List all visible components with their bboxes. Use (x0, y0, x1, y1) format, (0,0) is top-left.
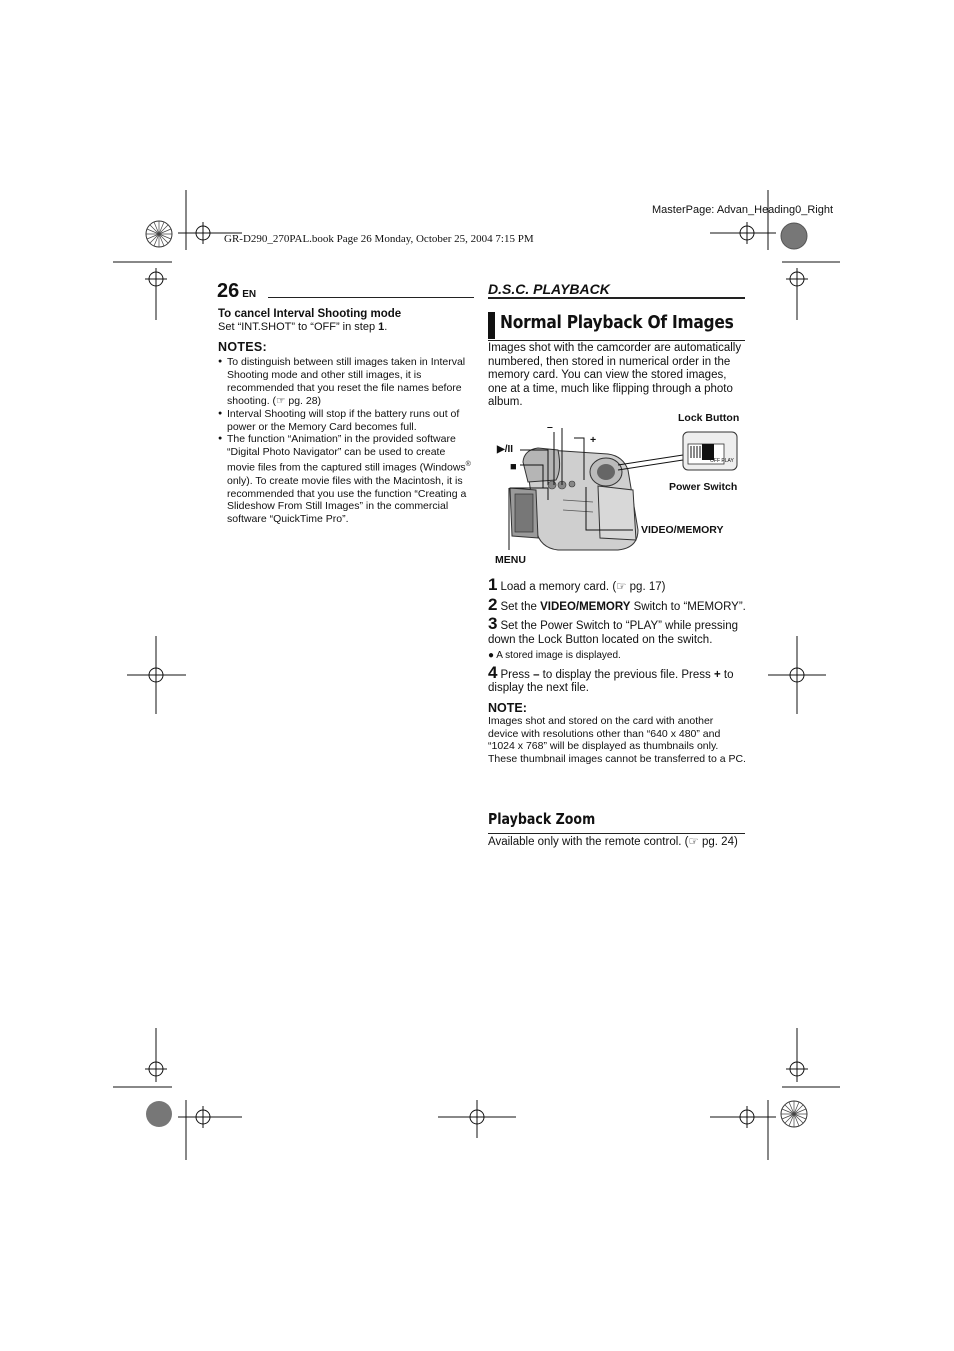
note3-part-a: The function “Animation” in the provided software “Digital Photo Navigator” can be used to create movie files from the captured still images (Windows (227, 433, 466, 474)
step-text: Load a memory card. (☞ pg. 17) (500, 581, 666, 593)
note-body: Images shot and stored on the card with another device with resolutions other than “640 x 480” and “1024 x 768” will be displayed as thumbnails only. These thumbnail images cannot be transferred to a PC. (488, 715, 746, 765)
camcorder-illustration (510, 448, 638, 550)
note-heading: NOTE: (488, 700, 527, 715)
play-pause-icon: ▶/II (497, 444, 514, 455)
cancel-end: . (384, 321, 388, 333)
notes-heading: NOTES: (218, 340, 268, 354)
step-text-pre: Set the (500, 600, 541, 613)
switch-label: OFF PLAY (710, 458, 734, 464)
minus-label: – (547, 421, 553, 433)
playback-zoom-body: Available only with the remote control. (☞ pg. 24) (488, 836, 738, 848)
plus-symbol: + (713, 668, 721, 681)
book-info: GR-D290_270PAL.book Page 26 Monday, October 25, 2004 7:15 PM (224, 233, 534, 245)
playback-zoom-title: Playback Zoom (488, 810, 596, 828)
right-rule (488, 297, 745, 299)
minus-symbol: – (533, 668, 540, 681)
step-3 (488, 614, 746, 647)
plus-label: + (590, 434, 597, 446)
menu-label: MENU (495, 554, 526, 566)
power-switch-label: Power Switch (669, 481, 738, 493)
section-heading: D.S.C. PLAYBACK (488, 281, 610, 297)
step-text-bold: VIDEO/MEMORY (540, 600, 631, 613)
step-1 (488, 575, 746, 595)
step-text-post: to display the next file. (488, 668, 734, 694)
note-item: ● Interval Shooting will stop if the battery runs out of power or the Memory Card becomes full. (218, 408, 476, 434)
page-number-value: 26 (217, 280, 240, 302)
notes-list (218, 356, 476, 526)
cancel-title: To cancel Interval Shooting mode (218, 308, 402, 320)
step-text-post: Switch to “MEMORY”. (630, 600, 746, 613)
step-number: 1 (488, 575, 498, 594)
registered-mark: ® (465, 461, 471, 469)
page-number (217, 280, 256, 303)
stop-icon: ■ (510, 461, 517, 473)
note-item: ● To distinguish between still images taken in Interval Shooting mode and other still images, it is recommended that you reset the file names before shooting. (☞ pg. 28) (218, 356, 476, 408)
note3-part-b: only). To create movie files with the Macintosh, it is recommended that you use the function “Creating a Slideshow From Still Images” in the commercial software “QuickTime Pro”. (227, 474, 467, 526)
main-title-block (488, 310, 745, 341)
left-column (218, 307, 476, 526)
step-text: Set the Power Switch to “PLAY” while pressing down the Lock Button located on the switch. (488, 620, 739, 646)
page-lang: EN (242, 289, 257, 300)
step-4 (488, 662, 746, 696)
power-switch-inset (683, 432, 737, 470)
cancel-body (218, 321, 476, 334)
intro-paragraph: Images shot with the camcorder are automatically numbered, then stored in numerical order in the memory card. You can view the stored images, one at a time, much like flipping through a photo album. (488, 342, 742, 409)
step-number: 4 (488, 662, 498, 682)
title-bar-marker (488, 312, 495, 339)
main-title: Normal Playback Of Images (500, 312, 734, 333)
cancel-body-text: Set “INT.SHOT” to “OFF” in step (218, 321, 379, 333)
step-number: 2 (488, 594, 498, 614)
left-rule (268, 297, 474, 298)
step-text-pre: Press (500, 668, 534, 681)
steps-block (488, 575, 746, 765)
note-item (218, 433, 476, 526)
lock-button-label: Lock Button (678, 412, 740, 424)
master-page-label: MasterPage: Advan_Heading0_Right (652, 204, 834, 216)
cancel-step-number: 1 (378, 321, 385, 333)
step-3-bullet: ● A stored image is displayed. (488, 650, 621, 661)
step-text-mid: to display the previous file. Press (539, 668, 714, 681)
step-2 (488, 594, 746, 615)
step-number: 3 (488, 614, 498, 633)
video-memory-label: VIDEO/MEMORY (641, 524, 724, 536)
playback-zoom-heading-block (488, 810, 745, 834)
